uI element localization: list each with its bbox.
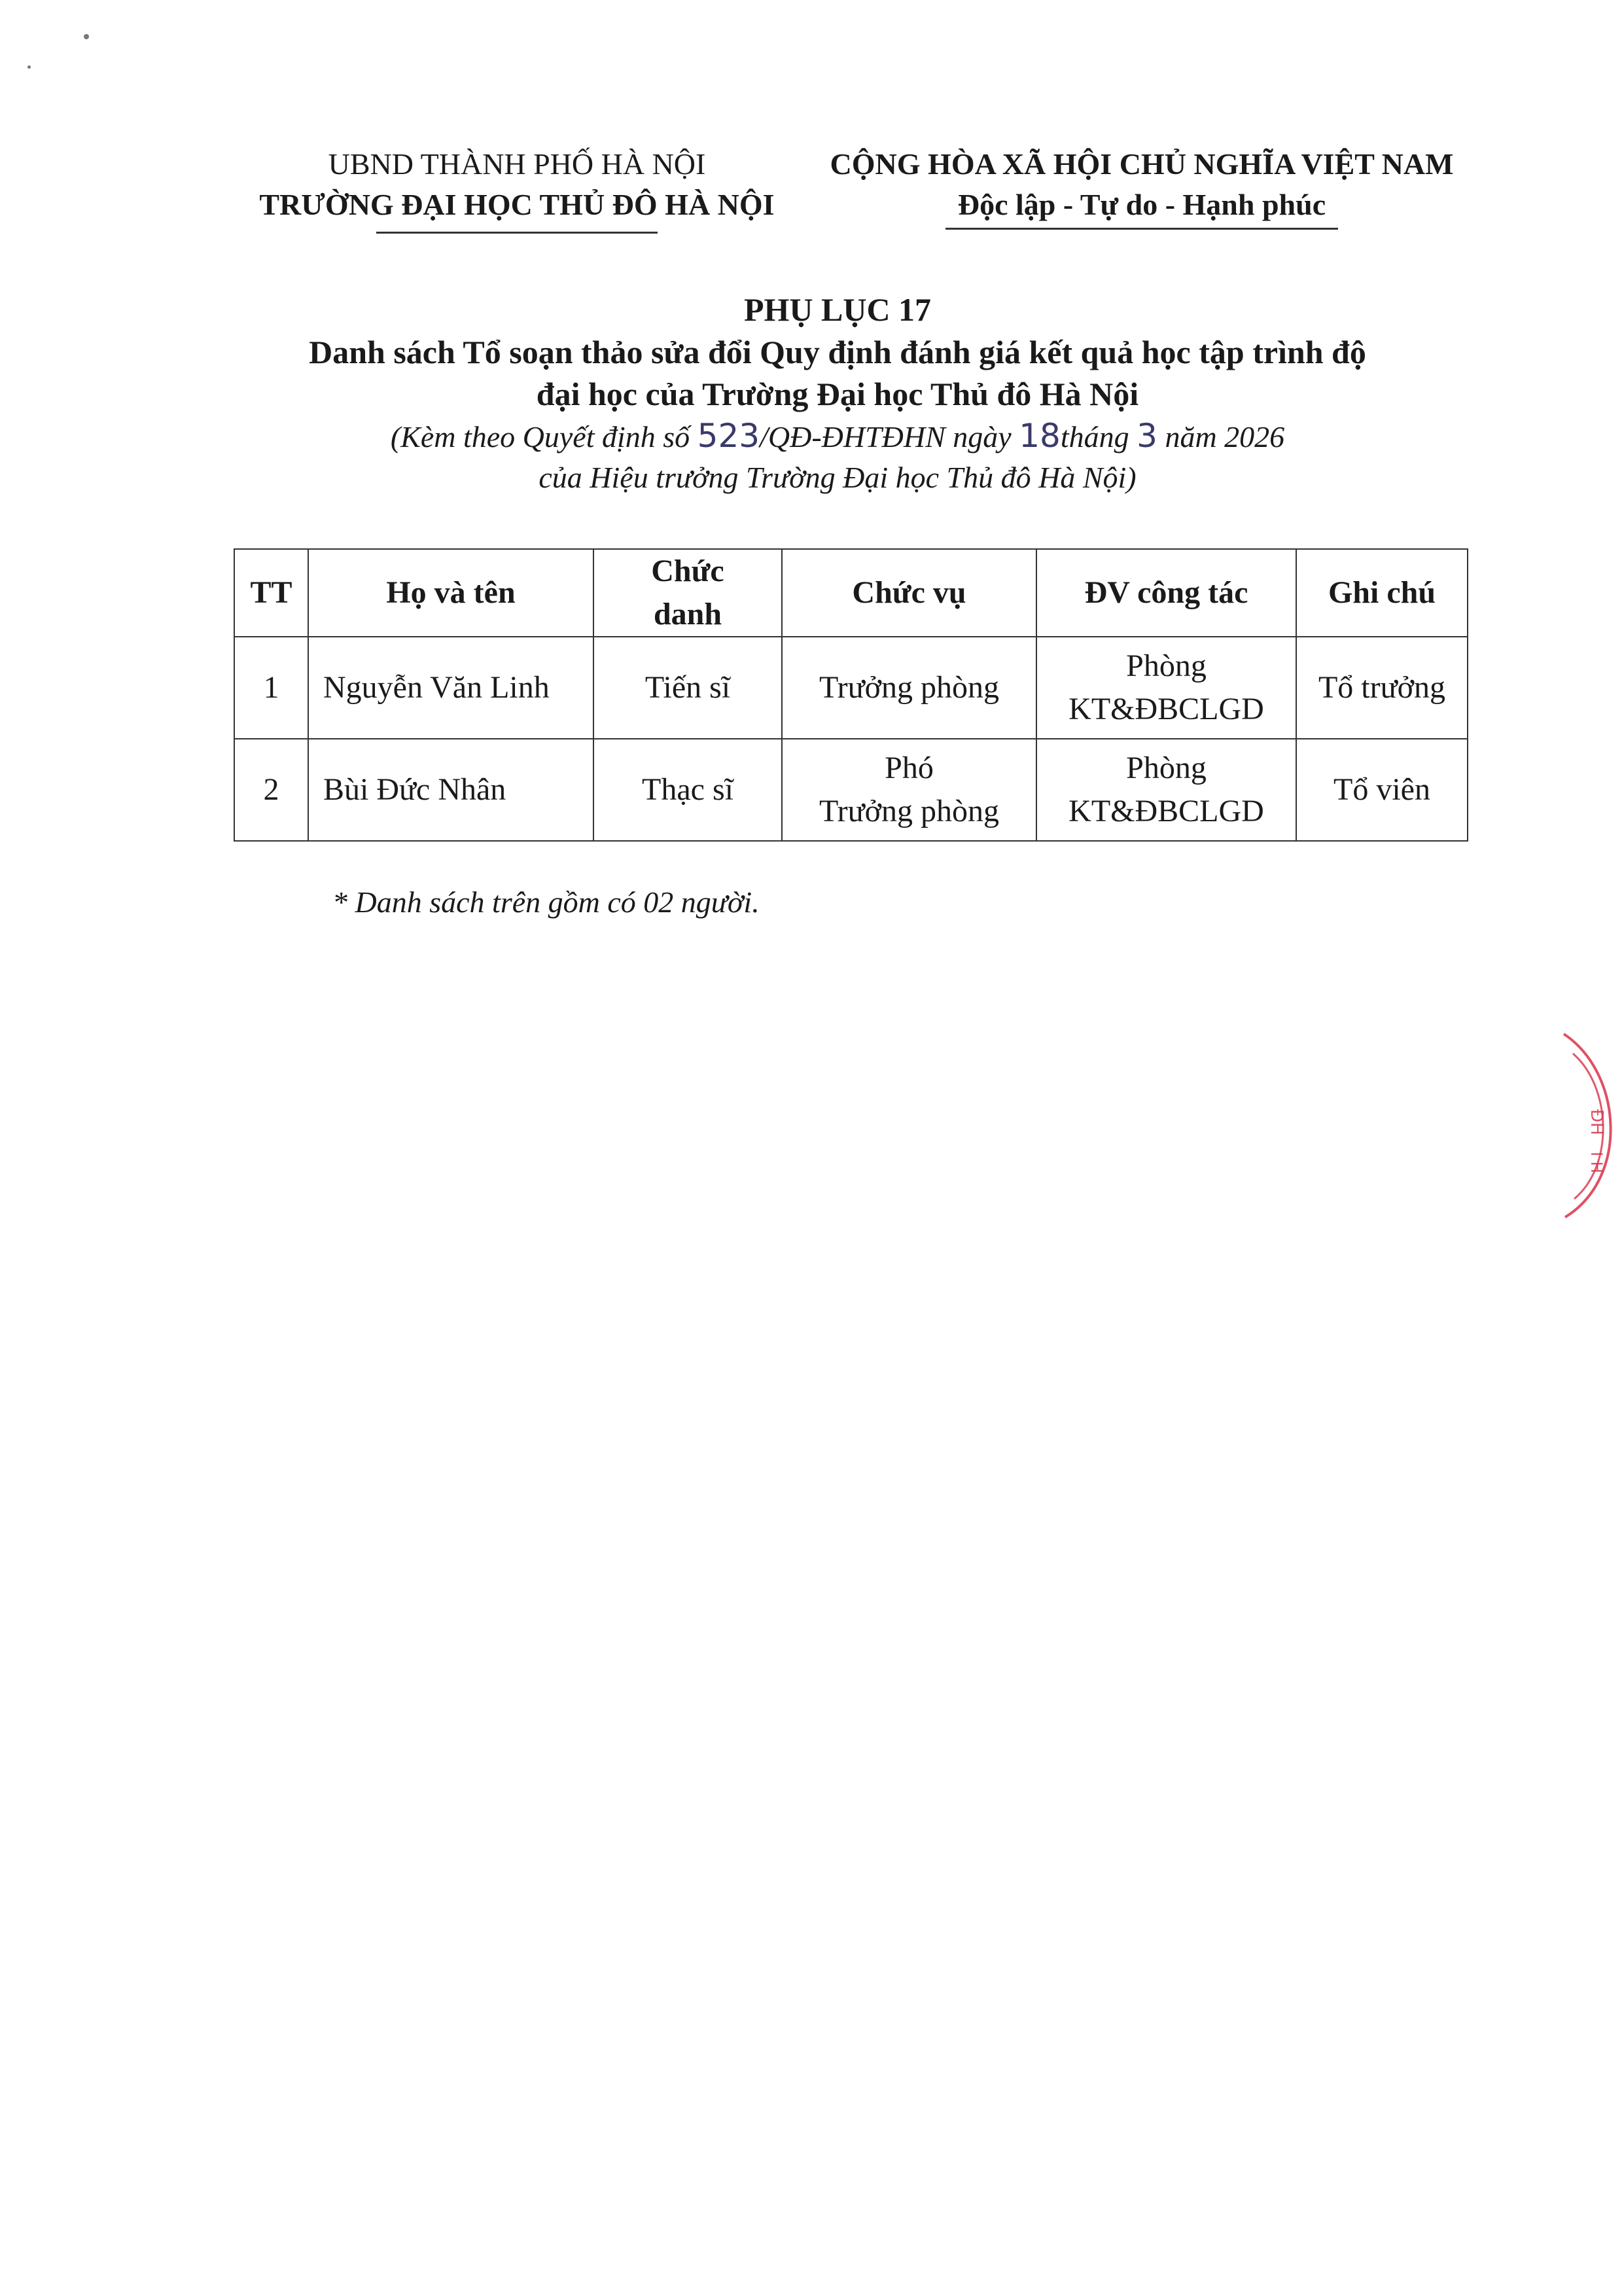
cell-academic-title: Tiến sĩ — [593, 637, 782, 739]
appendix-title-line2: đại học của Trường Đại học Thủ đô Hà Nội — [536, 376, 1139, 412]
col-header-position: Chức vụ — [782, 549, 1036, 637]
motto: Độc lập - Tự do - Hạnh phúc — [957, 188, 1326, 221]
header-text: Chức — [651, 554, 724, 588]
decision-reference — [196, 415, 1479, 458]
cell-position — [782, 637, 1036, 739]
cell-text: Phó — [885, 751, 934, 785]
cell-text: Trưởng phòng — [819, 794, 999, 828]
header-text: danh — [653, 597, 722, 631]
header-left-underline — [376, 232, 658, 234]
cell-text: Trưởng phòng — [819, 670, 999, 705]
cell-note: Tổ trưởng — [1296, 637, 1468, 739]
cell-position — [782, 739, 1036, 841]
year-label: năm 2026 — [1157, 420, 1285, 453]
cell-text: Phòng — [1126, 649, 1207, 683]
decision-code: /QĐ-ĐHTĐHN ngày — [760, 420, 1019, 453]
university-name: TRƯỜNG ĐẠI HỌC THỦ ĐÔ HÀ NỘI — [259, 188, 775, 221]
scan-speck — [84, 34, 89, 39]
table-row — [234, 739, 1468, 841]
col-header-academic-title — [593, 549, 782, 637]
cell-tt: 1 — [234, 637, 308, 739]
cell-text: KT&ĐBCLGD — [1068, 794, 1264, 828]
cell-text: KT&ĐBCLGD — [1068, 692, 1264, 726]
handwritten-decision-number: 523 — [697, 417, 760, 455]
svg-text:I H: I H — [1587, 1152, 1606, 1173]
partial-seal-stamp — [1557, 1027, 1624, 1227]
cell-unit — [1036, 739, 1296, 841]
cell-unit — [1036, 637, 1296, 739]
country-name: CỘNG HÒA XÃ HỘI CHỦ NGHĨA VIỆT NAM — [830, 147, 1454, 181]
cell-name: Bùi Đức Nhân — [308, 739, 593, 841]
handwritten-month: 3 — [1137, 417, 1157, 455]
col-header-name: Họ và tên — [308, 549, 593, 637]
parent-authority: UBND THÀNH PHỐ HÀ NỘI — [328, 147, 706, 181]
cell-note: Tổ viên — [1296, 739, 1468, 841]
footnote: * Danh sách trên gồm có 02 người. — [332, 885, 760, 919]
issuing-authority — [249, 144, 785, 234]
seal-arc-icon — [1557, 1027, 1624, 1224]
appendix-title-line1: Danh sách Tổ soạn thảo sửa đổi Quy định đánh giá kết quả học tập trình độ — [309, 334, 1366, 370]
cell-text: Phòng — [1126, 751, 1207, 785]
header-right-underline — [945, 228, 1338, 230]
cell-academic-title: Thạc sĩ — [593, 739, 782, 841]
appendix-title-block — [196, 288, 1479, 497]
handwritten-day: 18 — [1019, 417, 1061, 455]
table-row — [234, 637, 1468, 739]
cell-tt: 2 — [234, 739, 308, 841]
svg-text:ĐH: ĐH — [1587, 1109, 1606, 1135]
cell-name: Nguyễn Văn Linh — [308, 637, 593, 739]
national-motto — [798, 144, 1485, 230]
col-header-tt: TT — [234, 549, 308, 637]
table-header-row — [234, 549, 1468, 637]
col-header-unit: ĐV công tác — [1036, 549, 1296, 637]
month-label: tháng — [1060, 420, 1137, 453]
col-header-note: Ghi chú — [1296, 549, 1468, 637]
decision-prefix: (Kèm theo Quyết định số — [390, 420, 697, 453]
drafting-team-table — [234, 548, 1468, 842]
decision-signer: của Hiệu trưởng Trường Đại học Thủ đô Hà Nội) — [538, 461, 1137, 494]
appendix-number: PHỤ LỤC 17 — [743, 291, 932, 328]
scan-speck — [27, 65, 31, 69]
